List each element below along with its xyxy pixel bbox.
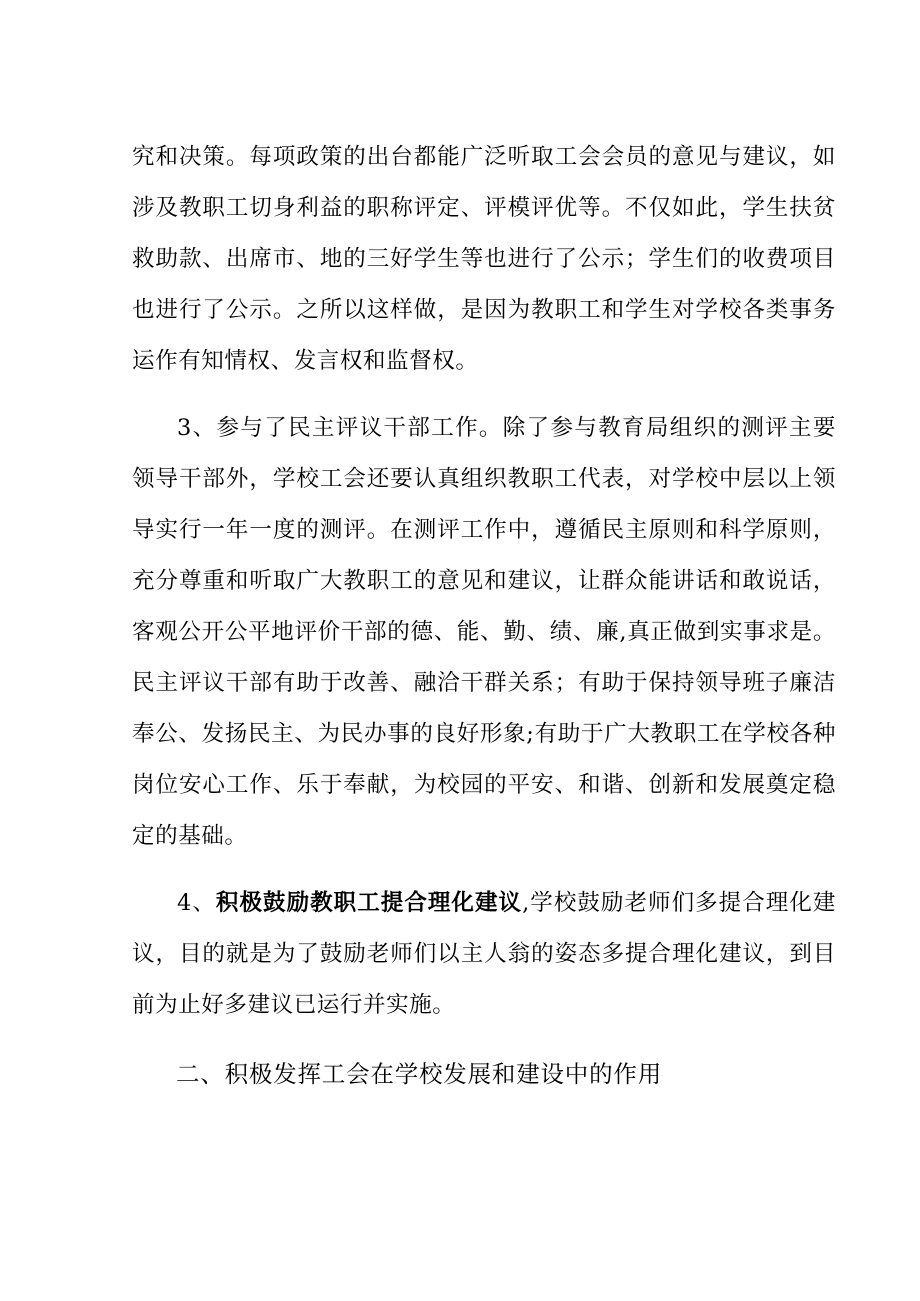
section-heading: 二、积极发挥工会在学校发展和建设中的作用	[176, 1060, 662, 1088]
document-body	[132, 132, 836, 1100]
paragraph-body: ,学校鼓励老师们多提合理化建议，目的就是为了鼓励老师们以主人翁的姿态多提合理化建议，到目前为止好多建议已运行并实施。	[132, 890, 836, 1018]
paragraph-suggestions	[132, 878, 836, 1031]
paragraph-continuation: 究和决策。每项政策的出台都能广泛听取工会会员的意见与建议，如涉及教职工切身利益的职称评定、评模评优等。不仅如此，学生扶贫救助款、出席市、地的三好学生等也进行了公示；学生们的收费项目也进行了公示。之所以这样做，是因为教职工和学生对学校各类事务运作有知情权、发言权和监督权。	[132, 144, 836, 374]
paragraph-democratic-evaluation: 3、参与了民主评议干部工作。除了参与教育局组织的测评主要领导干部外，学校工会还要认真组织教职工代表，对学校中层以上领导实行一年一度的测评。在测评工作中，遵循民主原则和科学原则，充分尊重和听取广大教职工的意见和建议，让群众能讲话和敢说话，客观公开公平地评价干部的德、能、勤、绩、廉,真正做到实事求是。民主评议干部有助于改善、融洽干群关系；有助于保持领导班子廉洁奉公、发扬民主、为民办事的良好形象;有助于广大教职工在学校各种岗位安心工作、乐于奉献，为校园的平安、和谐、创新和发展奠定稳定的基础。	[132, 415, 836, 849]
paragraph-bold-lead: 积极鼓励教职工提合理化建议	[215, 890, 523, 916]
paragraph-number: 4、	[177, 890, 216, 916]
